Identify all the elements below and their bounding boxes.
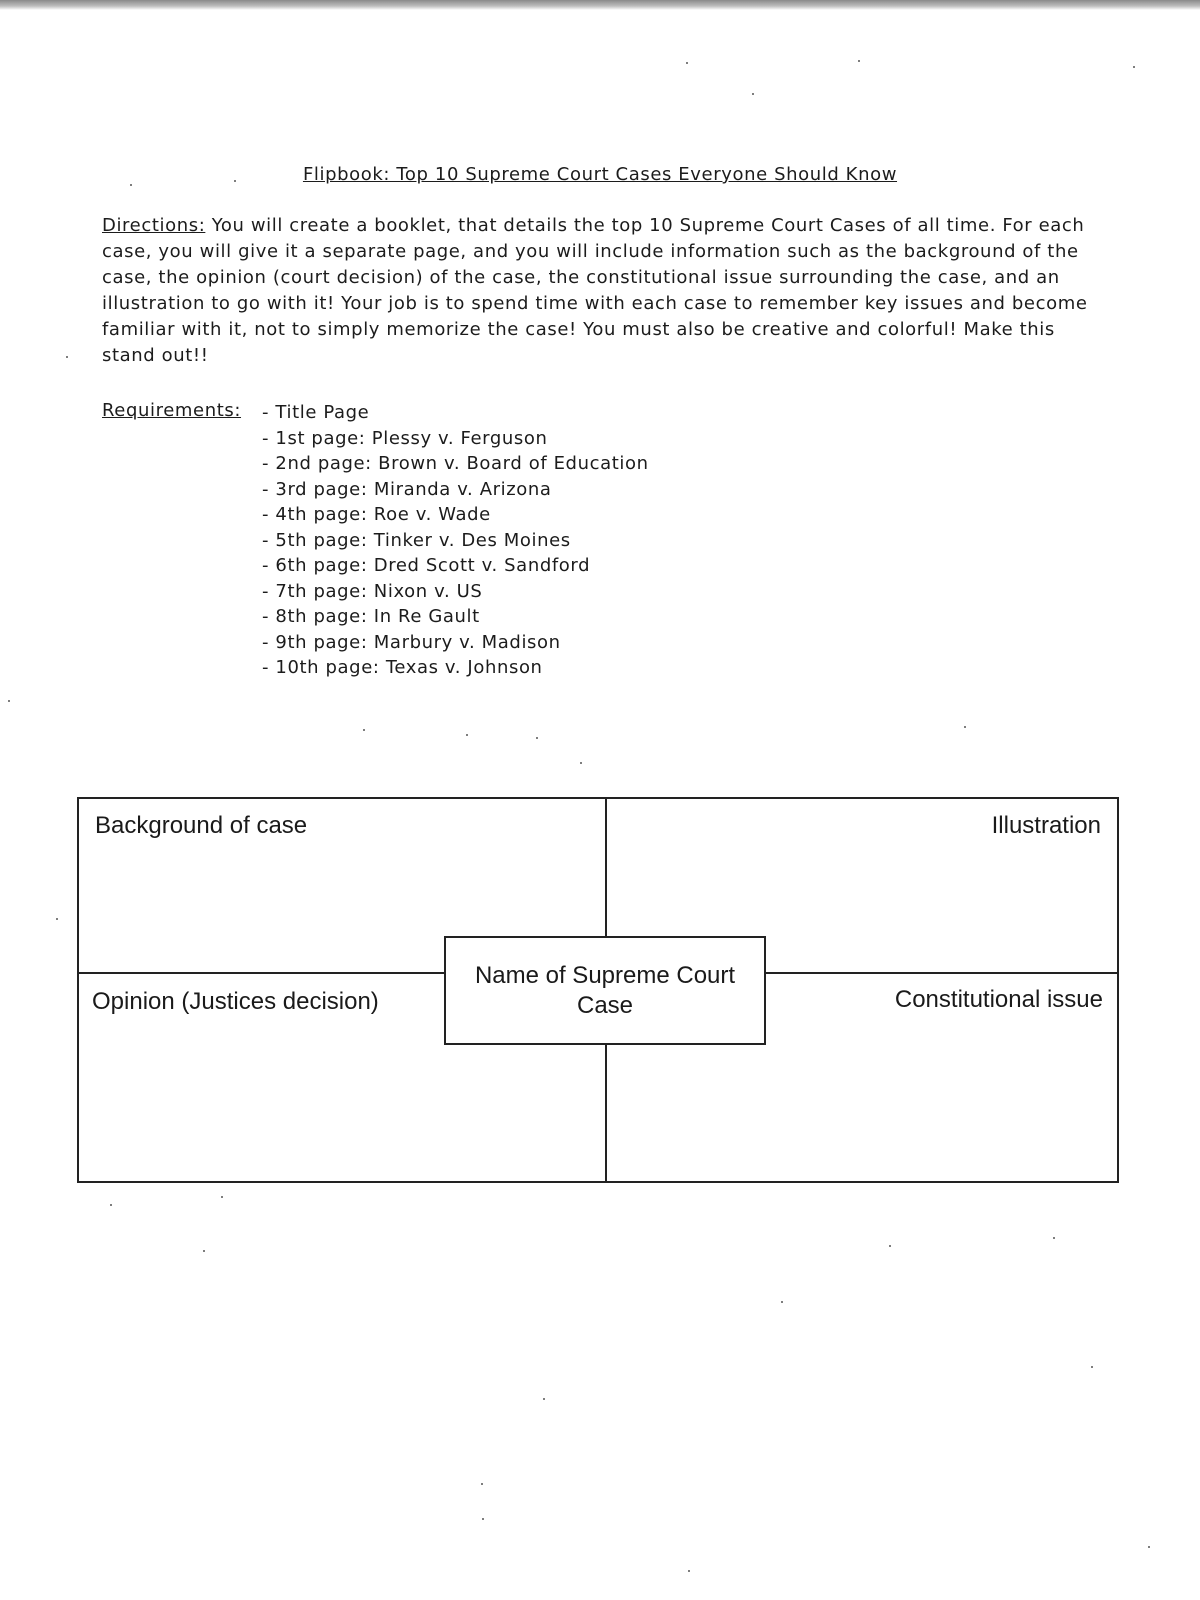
scan-speck	[580, 762, 582, 764]
divider-vertical-bottom	[605, 1045, 607, 1183]
scan-speck	[482, 1518, 484, 1520]
requirement-item: - 6th page: Dred Scott v. Sandford	[262, 553, 649, 579]
scan-speck	[752, 93, 754, 95]
requirement-item: - 3rd page: Miranda v. Arizona	[262, 477, 649, 503]
scan-speck	[130, 184, 132, 186]
scan-speck	[1053, 1237, 1055, 1239]
requirement-item: - 4th page: Roe v. Wade	[262, 502, 649, 528]
divider-horizontal-right	[764, 972, 1119, 974]
scan-speck	[221, 1196, 223, 1198]
requirements-label: Requirements:	[102, 400, 242, 421]
scan-speck	[203, 1250, 205, 1252]
requirement-item: - 7th page: Nixon v. US	[262, 579, 649, 605]
scan-speck	[56, 918, 58, 920]
opinion-cell-label: Opinion (Justices decision)	[92, 988, 379, 1015]
scan-speck	[686, 62, 688, 64]
scan-speck	[1091, 1366, 1093, 1368]
scan-edge	[0, 0, 1200, 10]
scan-speck	[688, 1570, 690, 1572]
scan-speck	[481, 1483, 483, 1485]
requirement-item: - 8th page: In Re Gault	[262, 604, 649, 630]
page-title: Flipbook: Top 10 Supreme Court Cases Everyone Should Know	[302, 164, 898, 185]
requirement-item: - 10th page: Texas v. Johnson	[262, 655, 649, 681]
scan-speck	[363, 729, 365, 731]
scan-speck	[781, 1301, 783, 1303]
requirement-item: - 5th page: Tinker v. Des Moines	[262, 528, 649, 554]
requirement-item: - 1st page: Plessy v. Ferguson	[262, 426, 649, 452]
case-name-box	[444, 936, 766, 1045]
background-cell-label: Background of case	[95, 812, 308, 839]
directions-label: Directions:	[102, 215, 206, 236]
scan-speck	[889, 1245, 891, 1247]
scan-speck	[466, 734, 468, 736]
scan-speck	[1133, 66, 1135, 68]
scan-speck	[543, 1398, 545, 1400]
scan-speck	[964, 726, 966, 728]
divider-vertical-top	[605, 799, 607, 936]
scan-speck	[234, 180, 236, 182]
scan-speck	[110, 1204, 112, 1206]
constitutional-issue-cell-label: Constitutional issue	[894, 986, 1103, 1013]
divider-horizontal-left	[79, 972, 444, 974]
flipbook-page-template	[77, 797, 1119, 1183]
scan-speck	[8, 700, 10, 702]
illustration-cell-label: Illustration	[991, 812, 1101, 839]
scan-speck	[1148, 1546, 1150, 1548]
requirement-item: - 9th page: Marbury v. Madison	[262, 630, 649, 656]
requirement-item: - 2nd page: Brown v. Board of Education	[262, 451, 649, 477]
requirements-list	[262, 400, 649, 681]
scan-speck	[536, 737, 538, 739]
scan-speck	[858, 60, 860, 62]
directions-paragraph	[102, 213, 1092, 369]
scan-speck	[66, 356, 68, 358]
case-name-label: Name of Supreme Court Case	[474, 961, 736, 1019]
requirement-item: - Title Page	[262, 400, 649, 426]
directions-text: You will create a booklet, that details the top 10 Supreme Court Cases of all time. For each case, you will give it a separate page, and you will include information such as the background of the case, the opinion (court decision) of the case, the constitutional issue surrounding the case, and an illustration to go with it! Your job is to spend time with each case to remember key issues and become familiar with it, not to simply memorize the case! You must also be creative and colorful! Make this stand out!!	[102, 215, 1088, 366]
